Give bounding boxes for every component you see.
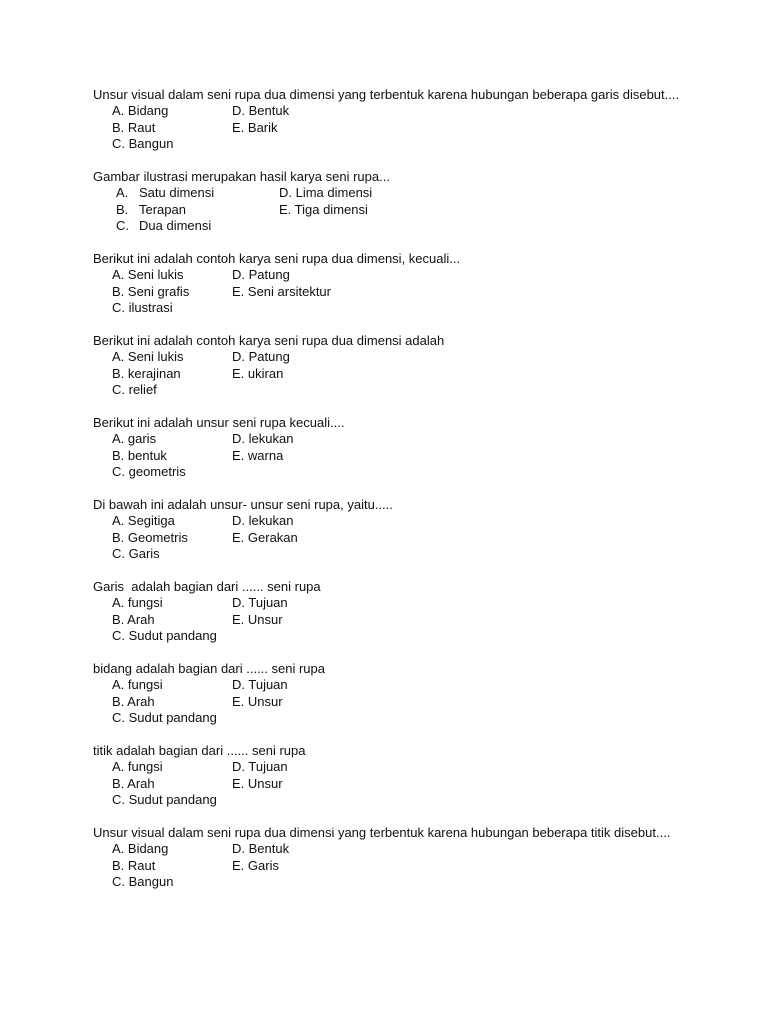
option-row <box>93 366 733 382</box>
option-c: C. Sudut pandang <box>112 792 217 808</box>
option-e: E. Gerakan <box>232 529 298 545</box>
option-e: E. Tiga dimensi <box>279 201 368 217</box>
option-d: D. Patung <box>232 349 290 365</box>
option-text: Terapan <box>139 201 186 217</box>
option-row <box>93 349 733 365</box>
option-row <box>93 202 733 218</box>
option-e: E. Unsur <box>232 775 283 791</box>
question-text: Berikut ini adalah contoh karya seni rupa dua dimensi adalah <box>93 333 445 348</box>
option-e: E. Garis <box>232 857 279 873</box>
option-b: B. Arah <box>112 693 155 709</box>
option-b: B. Raut <box>112 119 156 135</box>
option-a: A. Segitiga <box>112 513 175 529</box>
option-c: C. geometris <box>112 464 186 480</box>
option-d: D. Tujuan <box>232 759 288 775</box>
option-a: A. fungsi <box>112 677 163 693</box>
question-text: Berikut ini adalah contoh karya seni rupa dua dimensi, kecuali... <box>93 251 461 266</box>
option-b: B. Seni grafis <box>112 283 190 299</box>
question-text: Di bawah ini adalah unsur- unsur seni rupa, yaitu..... <box>93 497 393 512</box>
question-9 <box>93 743 733 809</box>
option-d: D. lekukan <box>232 513 294 529</box>
option-row <box>93 710 733 726</box>
option-row <box>93 759 733 775</box>
option-row <box>93 792 733 808</box>
option-b: B. Raut <box>112 857 156 873</box>
option-b: B. Geometris <box>112 529 188 545</box>
option-e: E. warna <box>232 447 284 463</box>
option-row <box>93 776 733 792</box>
option-d: D. Tujuan <box>232 595 288 611</box>
option-row <box>93 431 733 447</box>
option-row <box>93 612 733 628</box>
question-4 <box>93 333 733 399</box>
option-d: D. Tujuan <box>232 677 288 693</box>
option-b: B. Arah <box>112 611 155 627</box>
option-row <box>93 530 733 546</box>
question-6 <box>93 497 733 563</box>
option-e: E. ukiran <box>232 365 284 381</box>
question-text: titik adalah bagian dari ...... seni rupa <box>93 743 306 758</box>
option-letter: B. <box>116 201 129 217</box>
option-e: E. Seni arsitektur <box>232 283 331 299</box>
option-a <box>116 185 214 201</box>
option-c: C. Sudut pandang <box>112 710 217 726</box>
option-c: C. Sudut pandang <box>112 628 217 644</box>
option-c <box>116 218 211 234</box>
question-1 <box>93 87 733 153</box>
option-b: B. Arah <box>112 775 155 791</box>
option-row <box>93 136 733 152</box>
option-a: A. Seni lukis <box>112 267 184 283</box>
option-d: D. Bentuk <box>232 841 290 857</box>
option-row <box>93 103 733 119</box>
option-a: A. garis <box>112 431 157 447</box>
option-a: A. Seni lukis <box>112 349 184 365</box>
question-text: Garis adalah bagian dari ...... seni rupa <box>93 579 321 594</box>
option-row <box>93 284 733 300</box>
question-text: Gambar ilustrasi merupakan hasil karya seni rupa... <box>93 169 390 184</box>
option-row <box>93 858 733 874</box>
option-c: C. ilustrasi <box>112 300 173 316</box>
option-d: D. Lima dimensi <box>279 185 373 201</box>
option-row <box>93 841 733 857</box>
option-b <box>116 202 186 218</box>
option-a: A. fungsi <box>112 595 163 611</box>
option-text: Dua dimensi <box>139 218 212 234</box>
question-8 <box>93 661 733 727</box>
option-row <box>93 382 733 398</box>
option-row <box>93 595 733 611</box>
question-2 <box>93 169 733 235</box>
option-row <box>93 267 733 283</box>
option-b: B. kerajinan <box>112 365 181 381</box>
option-row <box>93 120 733 136</box>
option-d: D. Patung <box>232 267 290 283</box>
option-c: C. Garis <box>112 546 160 562</box>
option-b: B. bentuk <box>112 447 167 463</box>
question-text: Unsur visual dalam seni rupa dua dimensi yang terbentuk karena hubungan beberapa garis disebut.... <box>93 87 680 102</box>
option-d: D. lekukan <box>232 431 294 447</box>
option-row <box>93 628 733 644</box>
option-letter: A. <box>116 185 129 201</box>
option-e: E. Barik <box>232 119 278 135</box>
option-row <box>93 513 733 529</box>
option-a: A. Bidang <box>112 103 169 119</box>
option-row <box>93 874 733 890</box>
option-letter: C. <box>116 218 129 234</box>
question-5 <box>93 415 733 481</box>
question-text: bidang adalah bagian dari ...... seni rupa <box>93 661 326 676</box>
option-row <box>93 448 733 464</box>
option-row <box>93 185 733 201</box>
option-e: E. Unsur <box>232 693 283 709</box>
option-row <box>93 218 733 234</box>
option-e: E. Unsur <box>232 611 283 627</box>
option-c: C. Bangun <box>112 136 174 152</box>
question-3 <box>93 251 733 317</box>
option-row <box>93 677 733 693</box>
option-row <box>93 464 733 480</box>
question-7 <box>93 579 733 645</box>
option-c: C. Bangun <box>112 874 174 890</box>
option-c: C. relief <box>112 382 157 398</box>
option-text: Satu dimensi <box>139 185 215 201</box>
option-row <box>93 300 733 316</box>
question-text: Unsur visual dalam seni rupa dua dimensi yang terbentuk karena hubungan beberapa titik disebut.... <box>93 825 671 840</box>
option-a: A. Bidang <box>112 841 169 857</box>
option-row <box>93 694 733 710</box>
question-10 <box>93 825 733 891</box>
option-a: A. fungsi <box>112 759 163 775</box>
option-d: D. Bentuk <box>232 103 290 119</box>
question-text: Berikut ini adalah unsur seni rupa kecuali.... <box>93 415 345 430</box>
option-row <box>93 546 733 562</box>
